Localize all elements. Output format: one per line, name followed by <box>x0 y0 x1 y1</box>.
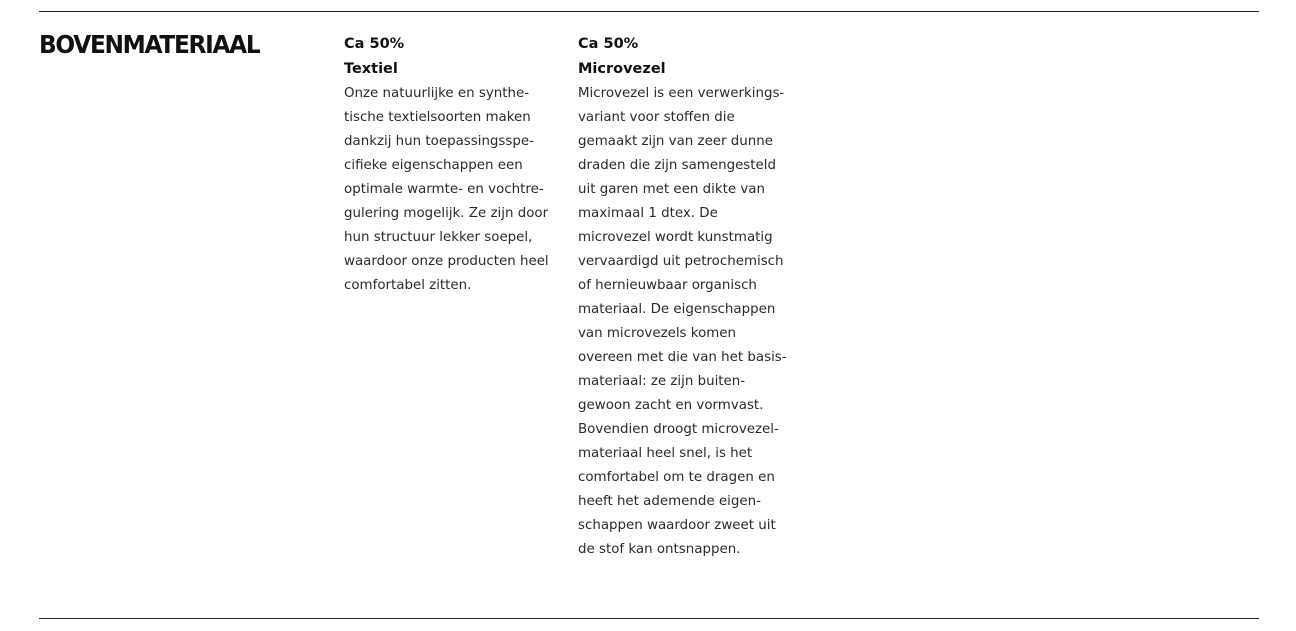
description-line: Microvezel is een verwerkings- <box>578 86 785 101</box>
description-line: comfortabel om te dragen en <box>578 470 775 485</box>
description-line: schappen waardoor zweet uit <box>578 518 776 533</box>
description-line: van microvezels komen <box>578 326 737 341</box>
description-line: materiaal heel snel, is het <box>578 446 753 461</box>
description-line: materiaal: ze zijn buiten- <box>578 374 746 389</box>
description-line: variant voor stoffen die <box>578 110 735 125</box>
material-percent: Ca 50% <box>578 36 639 52</box>
material-microvezel <box>578 32 803 562</box>
description-line: waardoor onze producten heel <box>344 254 549 269</box>
description-line: microvezel wordt kunstmatig <box>578 230 773 245</box>
material-name: Textiel <box>344 61 398 77</box>
description-line: comfortabel zitten. <box>344 278 472 293</box>
description-line: materiaal. De eigenschappen <box>578 302 776 317</box>
description-line: maximaal 1 dtex. De <box>578 206 718 221</box>
description-line: vervaardigd uit petrochemisch <box>578 254 784 269</box>
material-description <box>578 82 803 562</box>
description-line: overeen met die van het basis- <box>578 350 787 365</box>
description-line: de stof kan ontsnappen. <box>578 542 741 557</box>
description-line: Bovendien droogt microvezel- <box>578 422 779 437</box>
description-line: optimale warmte- en vochtre- <box>344 182 544 197</box>
description-line: gewoon zacht en vormvast. <box>578 398 764 413</box>
description-line: dankzij hun toepassingsspe- <box>344 134 534 149</box>
description-line: hun structuur lekker soepel, <box>344 230 533 245</box>
description-line: gemaakt zijn van zeer dunne <box>578 134 774 149</box>
material-percent: Ca 50% <box>344 36 405 52</box>
material-description <box>344 82 569 298</box>
description-line: gulering mogelijk. Ze zijn door <box>344 206 549 221</box>
description-line: cifieke eigenschappen een <box>344 158 523 173</box>
description-line: Onze natuurlijke en synthe- <box>344 86 530 101</box>
top-divider <box>39 11 1259 12</box>
description-line: of hernieuwbaar organisch <box>578 278 757 293</box>
material-textiel <box>344 32 569 298</box>
description-line: tische textielsoorten maken <box>344 110 531 125</box>
section-title: BOVENMATERIAAL <box>39 30 260 59</box>
description-line: draden die zijn samengesteld <box>578 158 776 173</box>
description-line: uit garen met een dikte van <box>578 182 765 197</box>
material-name: Microvezel <box>578 61 666 77</box>
bottom-divider <box>39 618 1259 619</box>
description-line: heeft het ademende eigen- <box>578 494 761 509</box>
